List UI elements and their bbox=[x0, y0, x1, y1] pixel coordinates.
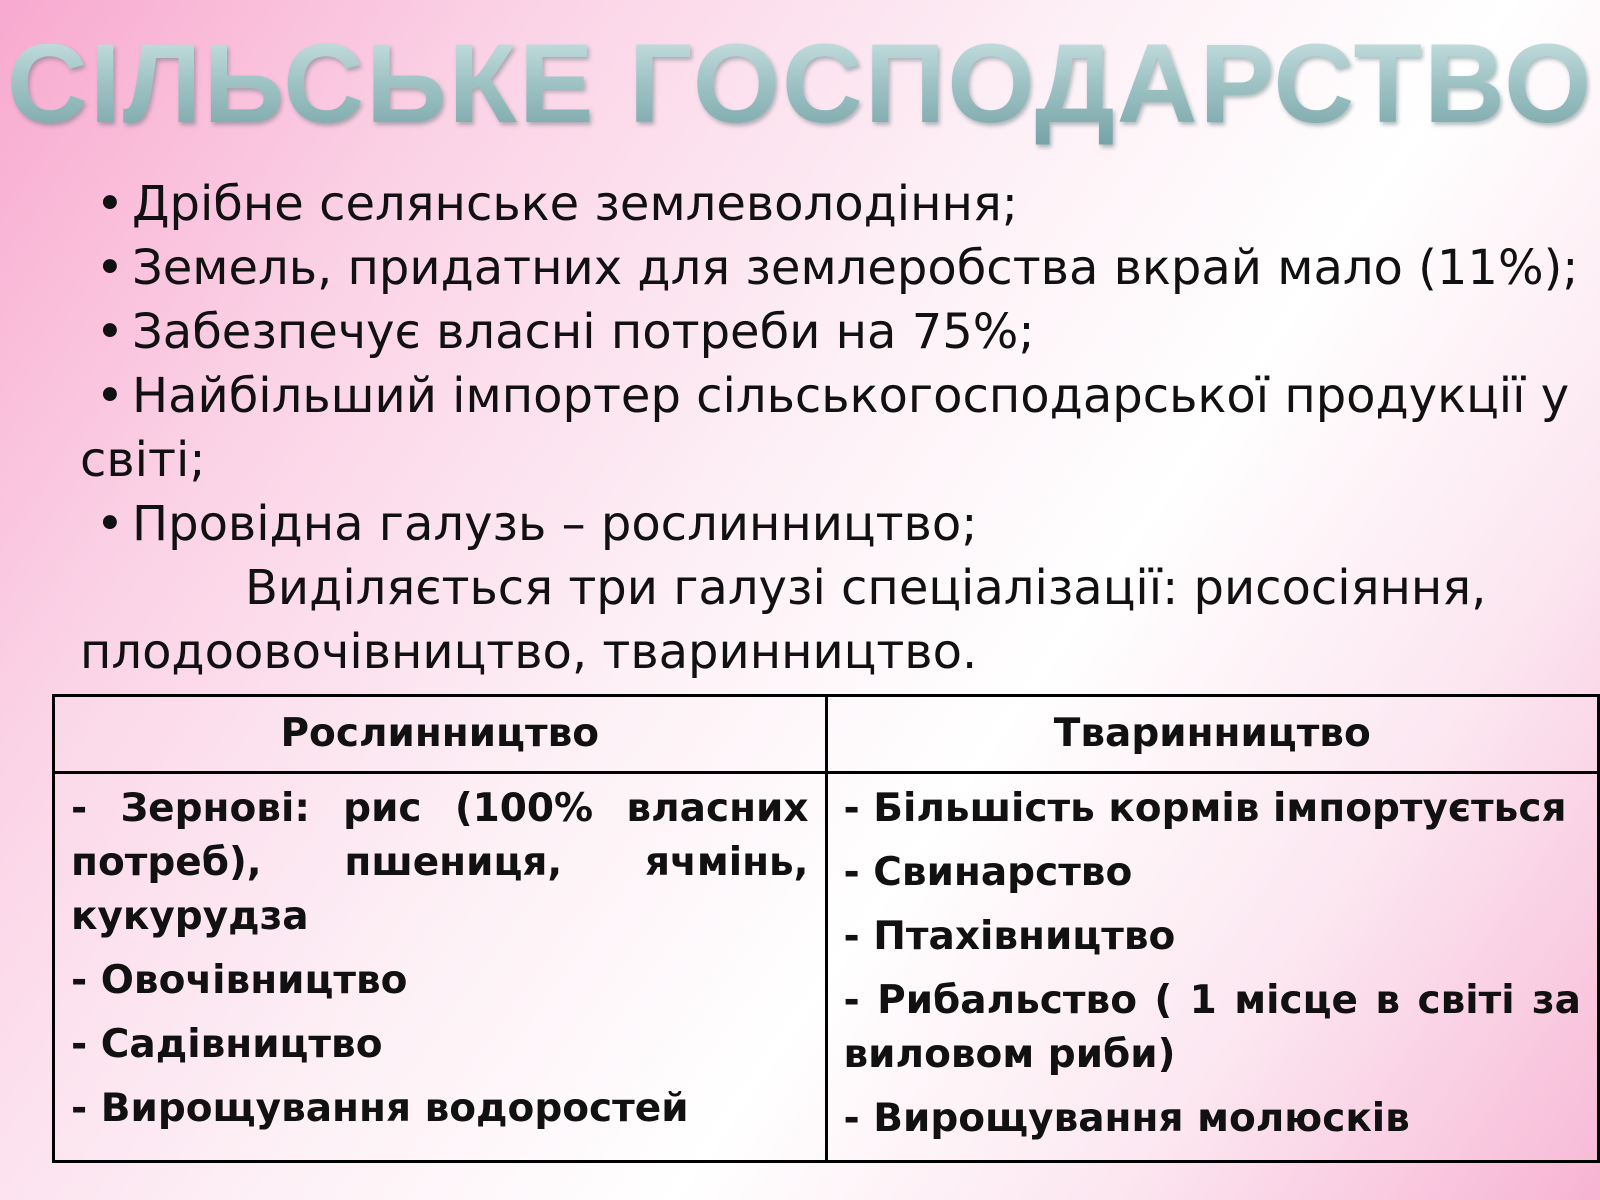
bullet-text: Забезпечує власні потреби на 75%; bbox=[132, 304, 1035, 360]
bullet-item bbox=[80, 236, 1579, 300]
list-item: - Вирощування водоростей bbox=[71, 1086, 689, 1131]
bullet-text: Найбільший імпортер сільськогосподарської продукції у світі; bbox=[80, 368, 1570, 488]
list-item: - Вирощування молюсків bbox=[843, 1096, 1410, 1141]
bullet-item bbox=[80, 364, 1570, 492]
paragraph-text: плодоовочівництво, тваринництво. bbox=[80, 624, 978, 680]
header-livestock: Тваринництво bbox=[826, 696, 1599, 773]
bullet-icon: • bbox=[95, 304, 124, 360]
bullet-item bbox=[80, 172, 1570, 236]
bullet-item bbox=[80, 300, 1570, 364]
livestock-cell bbox=[826, 773, 1599, 1162]
bullet-text: Дрібне селянське землеволодіння; bbox=[132, 176, 1018, 232]
list-item: - Рибальство ( 1 місце в світі за виловом риби) bbox=[843, 978, 1581, 1077]
list-item: - Свинарство bbox=[843, 850, 1133, 895]
paragraph-line bbox=[80, 556, 1570, 620]
bullet-icon: • bbox=[95, 240, 124, 296]
list-item: - Садівництво bbox=[71, 1022, 383, 1067]
table-row bbox=[54, 773, 1599, 1162]
bullet-icon: • bbox=[95, 176, 124, 232]
bullet-text: Земель, придатних для землеробства вкрай мало (11%); bbox=[132, 240, 1579, 296]
list-item: - Більшість кормів імпортується bbox=[843, 786, 1567, 831]
bullet-item bbox=[80, 492, 1570, 556]
list-item: - Овочівництво bbox=[71, 958, 408, 1003]
bullet-list bbox=[80, 172, 1579, 684]
list-item: - Зернові: рис (100% власних потреб), пшениця, ячмінь, кукурудза bbox=[71, 786, 809, 939]
paragraph-text: Виділяється три галузі спеціалізації: рисосіяння, bbox=[245, 560, 1487, 616]
bullet-icon: • bbox=[95, 496, 124, 552]
paragraph-line bbox=[80, 620, 1570, 684]
list-item: - Птахівництво bbox=[843, 914, 1176, 959]
slide-title: СІЛЬСЬКЕ ГОСПОДАРСТВО bbox=[0, 14, 1600, 154]
header-crop-production: Рослинництво bbox=[54, 696, 827, 773]
agriculture-table bbox=[52, 694, 1600, 1163]
table-header-row bbox=[54, 696, 1599, 773]
bullet-icon: • bbox=[95, 368, 124, 424]
crop-production-cell bbox=[54, 773, 827, 1162]
bullet-text: Провідна галузь – рослинництво; bbox=[132, 496, 978, 552]
